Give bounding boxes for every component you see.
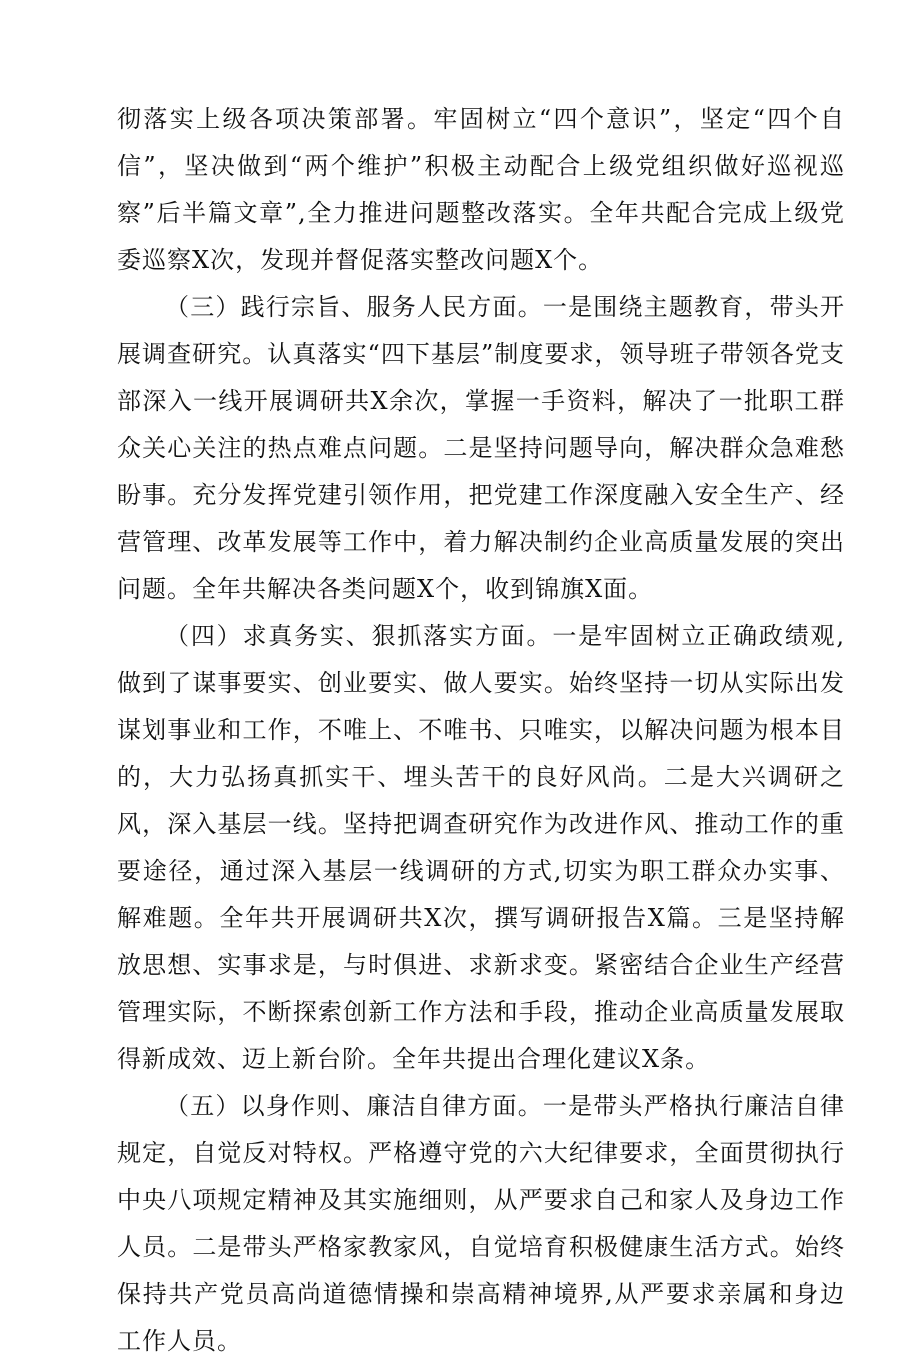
- paragraph-section-four: （四）求真务实、狠抓落实方面。一是牢固树立正确政绩观,做到了谋事要实、创业要实、做人要实。始终坚持一切从实际出发谋划事业和工作，不唯上、不唯书、只唯实，以解决问题为根本目的，大力弘扬真抓实干、埋头苦干的良好风尚。二是大兴调研之风，深入基层一线。坚持把调查研究作为改进作风、推动工作的重要途径，通过深入基层一线调研的方式,切实为职工群众办实事、解难题。全年共开展调研共X次，撰写调研报告X篇。三是坚持解放思想、实事求是，与时俱进、求新求变。紧密结合企业生产经营管理实际，不断探索创新工作方法和手段，推动企业高质量发展取得新成效、迈上新台阶。全年共提出合理化建议X条。: [117, 622, 845, 1073]
- document-body: [117, 96, 845, 1365]
- paragraph-continuation: 彻落实上级各项决策部署。牢固树立“四个意识”，坚定“四个自信”，坚决做到“两个维护”积极主动配合上级党组织做好巡视巡察”后半篇文章”,全力推进问题整改落实。全年共配合完成上级党委巡察X次，发现并督促落实整改问题X个。: [117, 105, 845, 274]
- paragraph-section-five: （五）以身作则、廉洁自律方面。一是带头严格执行廉洁自律规定，自觉反对特权。严格遵守党的六大纪律要求，全面贯彻执行中央八项规定精神及其实施细则，从严要求自己和家人及身边工作人员。二是带头严格家教家风，自觉培育积极健康生活方式。始终保持共产党员高尚道德情操和崇高精神境界,从严要求亲属和身边工作人员。: [117, 1092, 845, 1355]
- paragraph-section-three: （三）践行宗旨、服务人民方面。一是围绕主题教育，带头开展调查研究。认真落实“四下基层”制度要求，领导班子带领各党支部深入一线开展调研共X余次，掌握一手资料，解决了一批职工群众关心关注的热点难点问题。二是坚持问题导向，解决群众急难愁盼事。充分发挥党建引领作用，把党建工作深度融入安全生产、经营管理、改革发展等工作中，着力解决制约企业高质量发展的突出问题。全年共解决各类问题X个，收到锦旗X面。: [117, 293, 845, 603]
